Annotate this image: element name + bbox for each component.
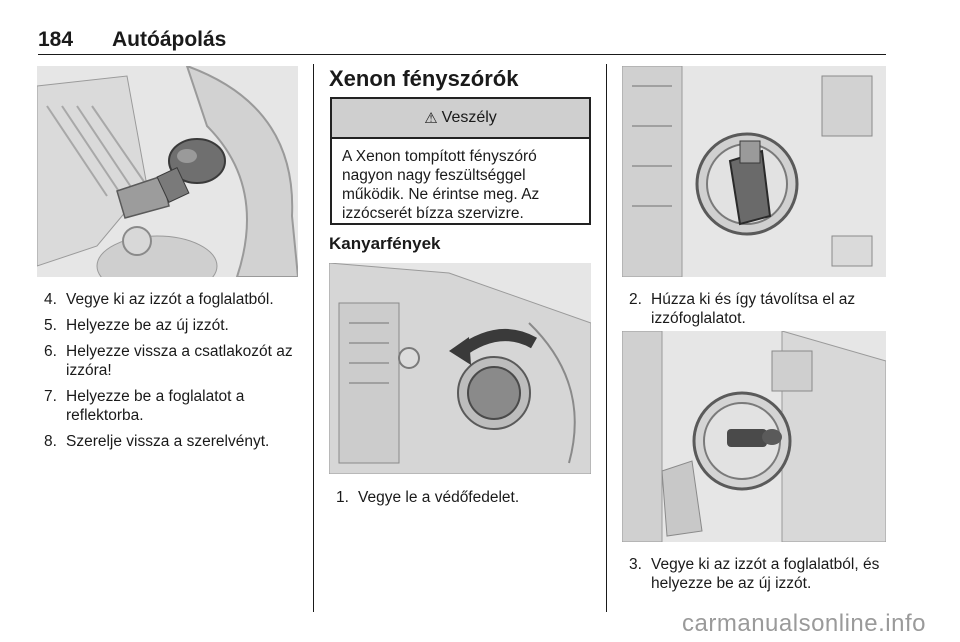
step-text: Vegye ki az izzót a foglalatból. [66, 291, 274, 308]
column-divider-left [313, 64, 314, 612]
step-number: 3. [629, 556, 642, 573]
warning-header [332, 99, 589, 139]
warning-text: A Xenon tompított fényszóró nagyon nagy feszültséggel működik. Ne érintse meg. Az izzócserét bízza szervizre. [342, 148, 540, 222]
figure-right1-svg [622, 66, 886, 277]
right-step-list-b [629, 555, 889, 600]
watermark: carmanualsonline.info [682, 610, 926, 637]
right-step-list-a [629, 290, 889, 335]
step-text: Helyezze be a foglalatot a reflektorba. [66, 388, 245, 424]
cornering-light-cover-illustration-icon [329, 263, 591, 474]
warning-triangle-icon: ⚠ [424, 110, 438, 127]
danger-warning-box [330, 97, 591, 225]
subsection-heading: Kanyarfények [329, 234, 441, 253]
step-text: Helyezze vissza a csatlakozót az izzóra! [66, 343, 293, 379]
step-number: 4. [44, 291, 57, 308]
list-item [44, 290, 302, 309]
step-number: 1. [336, 489, 349, 506]
step-text: Vegye le a védőfedelet. [358, 489, 520, 506]
step-number: 2. [629, 291, 642, 308]
figure-middle-svg [329, 263, 591, 474]
column-divider-right [606, 64, 607, 612]
step-number: 7. [44, 388, 57, 405]
header-rule [38, 54, 886, 55]
figure-right2-svg [622, 331, 886, 542]
warning-heading: Veszély [441, 109, 497, 126]
list-item [44, 387, 302, 425]
figure-left-svg [37, 66, 298, 277]
list-item [44, 316, 302, 335]
step-number: 5. [44, 317, 57, 334]
step-text: Szerelje vissza a szerelvényt. [66, 433, 270, 450]
bulb-holder-removal-illustration-icon [622, 66, 886, 277]
list-item [629, 555, 889, 593]
step-number: 6. [44, 343, 57, 360]
section-title: Autóápolás [112, 28, 227, 51]
list-item [629, 290, 889, 328]
list-item [44, 342, 302, 380]
list-item [44, 432, 302, 451]
bulb-in-holder-illustration-icon [622, 331, 886, 542]
section-heading: Xenon fényszórók [329, 66, 519, 91]
left-step-list [44, 290, 302, 458]
page-number: 184 [38, 28, 74, 51]
step-text: Húzza ki és így távolítsa el az izzófoglalatot. [651, 291, 856, 327]
middle-step-list [336, 488, 591, 514]
step-text: Helyezze be az új izzót. [66, 317, 229, 334]
headlight-bulb-installation-illustration-icon [37, 66, 298, 277]
list-item [336, 488, 591, 507]
step-text: Vegye ki az izzót a foglalatból, és helyezze be az új izzót. [651, 556, 880, 592]
step-number: 8. [44, 433, 57, 450]
